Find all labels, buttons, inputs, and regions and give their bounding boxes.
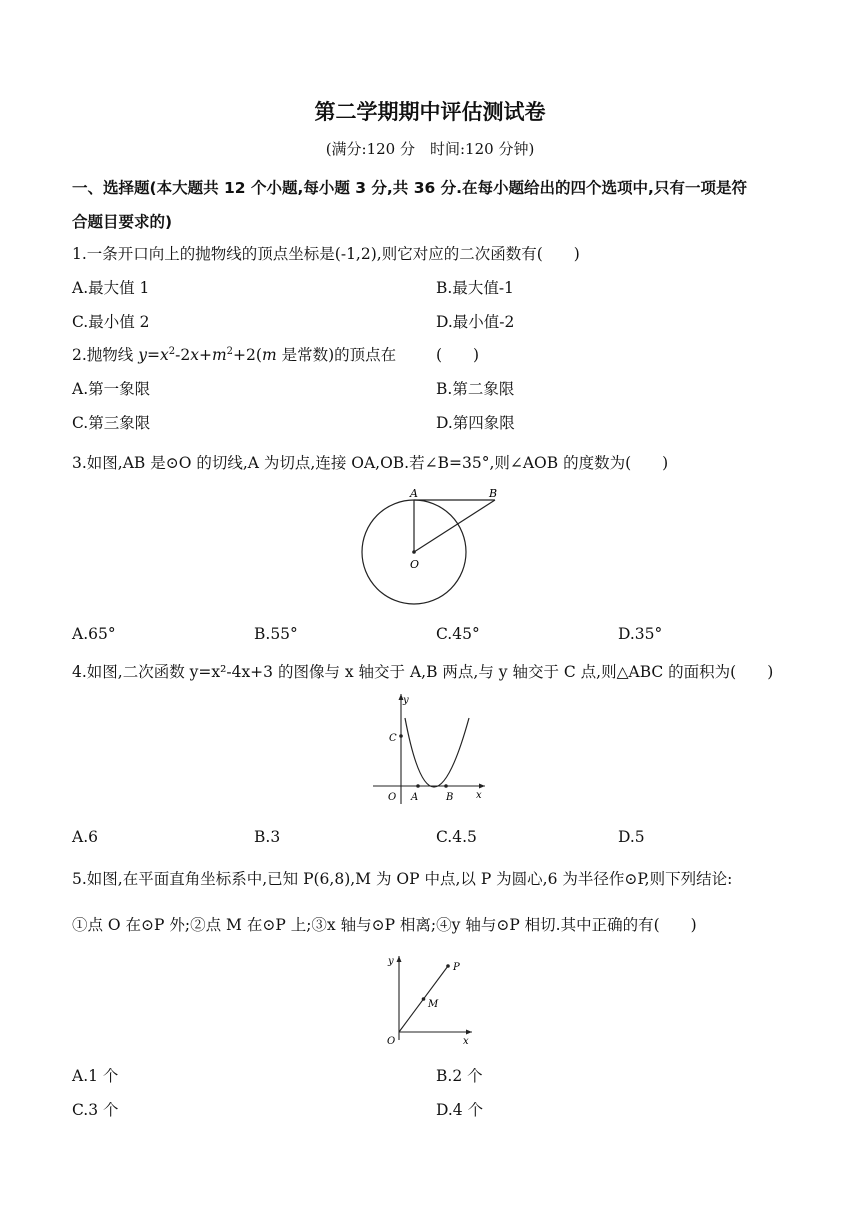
question-1-option-d: D.最小值-2 xyxy=(436,313,515,331)
question-1-stem: 1.一条开口向上的抛物线的顶点坐标是(-1,2),则它对应的二次函数有( ) xyxy=(72,245,580,263)
question-2-option-a: A.第一象限 xyxy=(72,380,151,398)
section-heading-line1: 一、选择题(本大题共 12 个小题,每小题 3 分,共 36 分.在每小题给出的四个选项中,只有一项是符 xyxy=(72,179,747,197)
center-dot xyxy=(412,550,416,554)
point-b xyxy=(444,784,448,788)
label-m: M xyxy=(428,999,439,1010)
question-3-option-c: C.45° xyxy=(436,625,480,643)
question-3-option-b: B.55° xyxy=(254,625,298,643)
label-o: O xyxy=(410,558,420,571)
question-4-option-c: C.4.5 xyxy=(436,828,477,846)
section-heading-line2: 合题目要求的) xyxy=(72,213,173,231)
question-3-stem: 3.如图,AB 是⊙O 的切线,A 为切点,连接 OA,OB.若∠B=35°,则∠AOB 的度数为( ) xyxy=(72,454,669,472)
question-2-answer-paren: ( ) xyxy=(436,346,480,364)
point-p xyxy=(446,964,450,968)
label-o: O xyxy=(388,792,397,803)
label-c: C xyxy=(389,733,397,744)
question-2-option-b: B.第二象限 xyxy=(436,380,515,398)
exam-info: (满分:120 分 时间:120 分钟) xyxy=(325,140,535,158)
question-3-option-a: A.65° xyxy=(72,625,116,643)
question-1-option-b: B.最大值-1 xyxy=(436,279,514,297)
label-y: y xyxy=(388,956,394,967)
question-5-option-d: D.4 个 xyxy=(436,1101,484,1119)
question-3-figure xyxy=(350,482,520,612)
question-5-stem-line1: 5.如图,在平面直角坐标系中,已知 P(6,8),M 为 OP 中点,以 P 为圆心,6 为半径作⊙P,则下列结论: xyxy=(72,870,733,888)
x-axis-arrow xyxy=(466,1030,472,1035)
label-y: y xyxy=(403,695,409,706)
question-4-stem: 4.如图,二次函数 y=x²-4x+3 的图像与 x 轴交于 A,B 两点,与 y 轴交于 C 点,则△ABC 的面积为( ) xyxy=(72,663,774,681)
label-a: A xyxy=(411,792,419,803)
x-axis-arrow xyxy=(479,784,485,789)
question-1-option-c: C.最小值 2 xyxy=(72,313,150,331)
question-4-option-d: D.5 xyxy=(618,828,645,846)
point-m xyxy=(422,997,426,1001)
y-axis-arrow xyxy=(397,956,402,962)
question-5-figure xyxy=(380,950,480,1048)
label-b: B xyxy=(489,487,498,500)
page-title: 第二学期期中评估测试卷 xyxy=(314,100,546,124)
label-p: P xyxy=(453,962,460,973)
question-1-option-a: A.最大值 1 xyxy=(72,279,150,297)
label-o: O xyxy=(387,1036,396,1047)
point-a xyxy=(416,784,420,788)
question-4-figure xyxy=(365,690,495,808)
parabola xyxy=(405,718,469,787)
question-4-option-b: B.3 xyxy=(254,828,281,846)
label-x: x xyxy=(476,790,482,801)
segment-ob xyxy=(414,500,495,552)
question-3-option-d: D.35° xyxy=(618,625,663,643)
point-c xyxy=(399,734,403,738)
question-5-option-a: A.1 个 xyxy=(72,1067,119,1085)
question-2-option-c: C.第三象限 xyxy=(72,414,151,432)
question-2-stem: 2.抛物线 $y=x^2-2x+m^2+2(m$ 是常数)的顶点在 xyxy=(72,345,397,364)
question-5-stem-line2: ①点 O 在⊙P 外;②点 M 在⊙P 上;③x 轴与⊙P 相离;④y 轴与⊙P 相切.其中正确的有( ) xyxy=(72,916,697,934)
label-b: B xyxy=(446,792,454,803)
question-4-option-a: A.6 xyxy=(72,828,98,846)
question-5-option-b: B.2 个 xyxy=(436,1067,483,1085)
question-5-option-c: C.3 个 xyxy=(72,1101,119,1119)
label-a: A xyxy=(410,487,418,500)
label-x: x xyxy=(463,1036,469,1047)
question-2-option-d: D.第四象限 xyxy=(436,414,515,432)
